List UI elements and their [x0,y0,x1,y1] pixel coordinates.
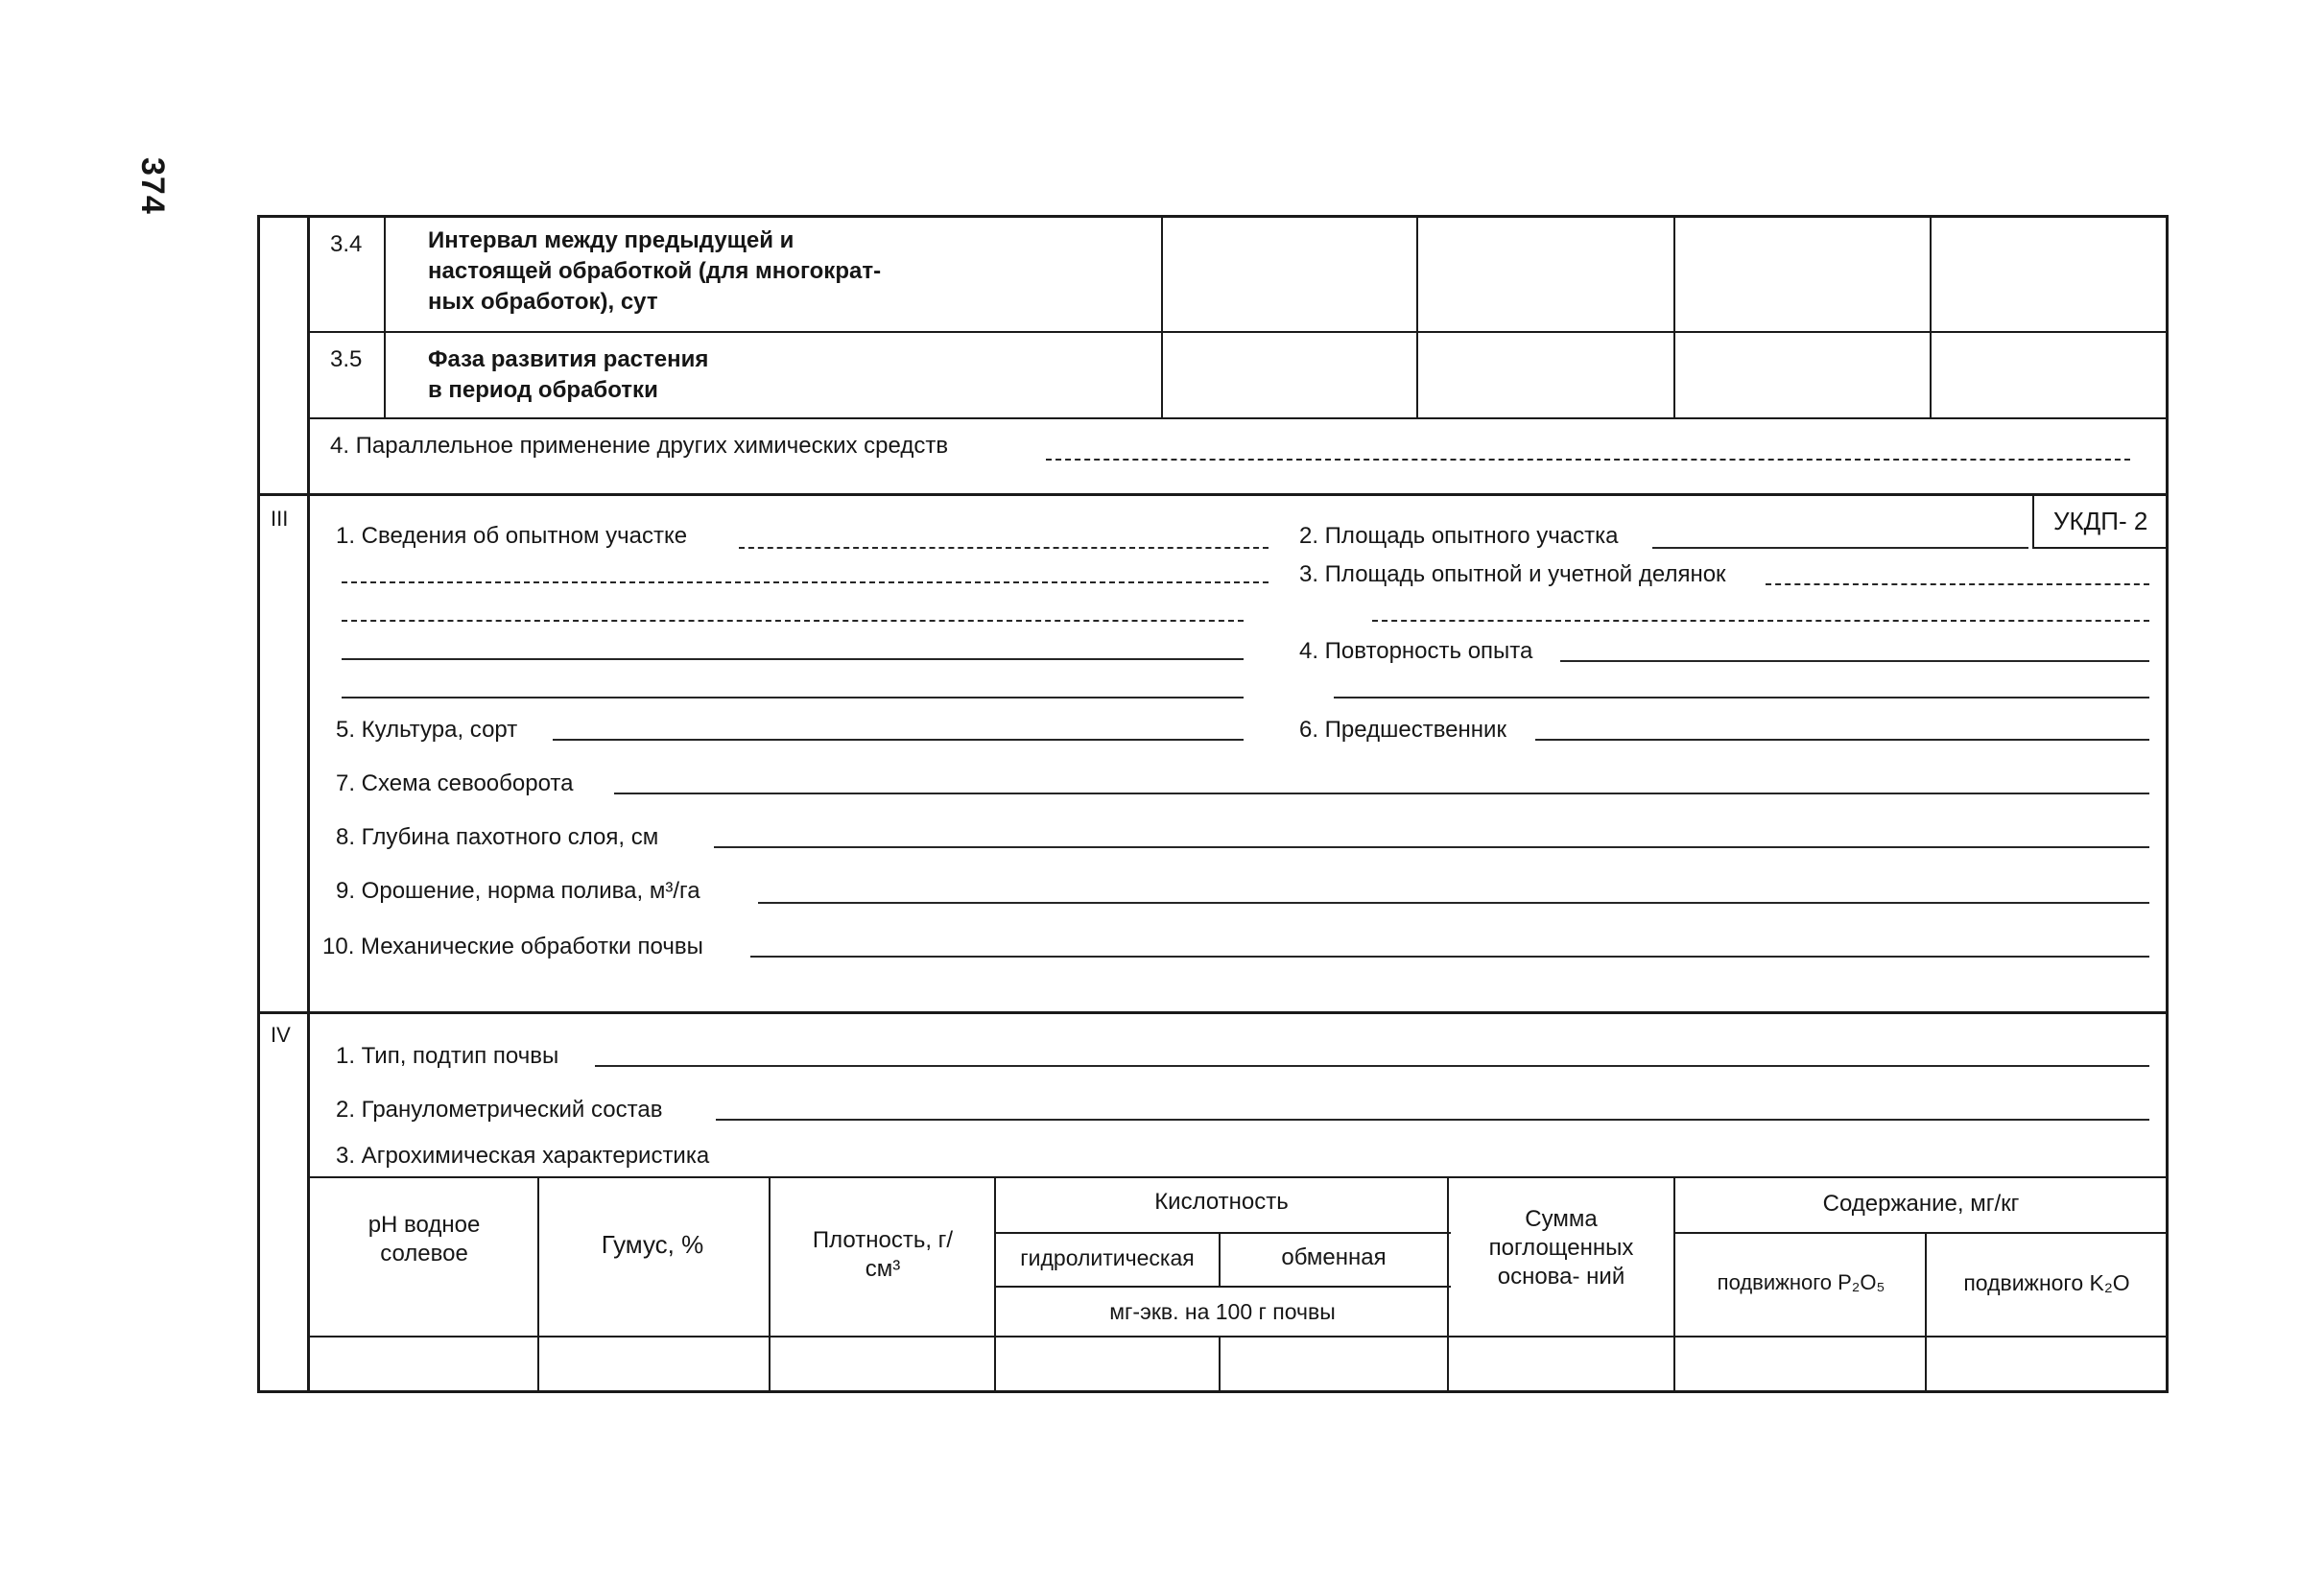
col-divider-4 [1930,217,1932,418]
table-header-bottom [309,1336,2167,1337]
humus-header: Гумус, % [601,1230,704,1259]
granulometric-label: 2. Гранулометрический состав [336,1097,663,1123]
table-subheader-line [995,1232,1451,1234]
field-7-fill [614,793,2149,794]
field-1-line-4 [342,658,1244,660]
field-5-label: 5. Культура, сорт [336,717,518,743]
col-divider-2 [1416,217,1418,418]
frame-top [257,215,2169,218]
field-10-label: 10. Механические обработки почвы [322,934,703,959]
section-divider-vertical [307,215,310,1393]
row-3.4-bottom [309,331,2167,333]
unit-header: мг-экв. на 100 г почвы [1109,1299,1336,1324]
sum-bases-header: Сумма поглощенных основа- ний [1488,1206,1634,1290]
field-2-label: 2. Площадь опытного участка [1299,523,1619,549]
field-1-label: 1. Сведения об опытном участке [336,523,688,549]
field-3-line-2 [1372,620,2149,622]
k2o-header: подвижного K₂O [1963,1270,2130,1295]
field-1-line-2 [342,581,1269,583]
section-IV-separator [257,1011,2169,1014]
field-6-label: 6. Предшественник [1299,717,1506,743]
field-8-fill [714,846,2149,848]
col-divider-3 [1673,217,1675,418]
hydrolytic-header: гидролитическая [1020,1245,1195,1270]
col-divider-1 [1161,217,1163,418]
field-1-line-5 [342,697,1244,698]
table-col-acid-split-data [1219,1336,1221,1391]
form-code: УКДП- 2 [2053,507,2148,535]
item4-fill-line [1046,459,2130,461]
row-3.5-number: 3.5 [330,346,363,372]
table-col-1 [537,1176,539,1391]
soil-type-fill [595,1065,2149,1067]
item4-label: 4. Параллельное применение других химических средств [330,433,949,459]
field-4-fill [1560,660,2149,662]
field-9-fill [758,902,2149,904]
content-header: Содержание, мг/кг [1822,1191,2020,1217]
row-3.5-label-line2: в период обработки [428,377,658,403]
table-col-4 [1447,1176,1449,1391]
granulometric-fill [716,1119,2149,1121]
section-III-numeral: III [271,507,289,531]
field-3-label: 3. Площадь опытной и учетной делянок [1299,561,1726,587]
field-4-line-2 [1334,697,2149,698]
field-3-fill [1766,583,2149,585]
field-4-label: 4. Повторность опыта [1299,638,1533,664]
row-3.5-label-line1: Фаза развития растения [428,346,709,372]
table-col-6 [1925,1232,1927,1391]
frame-bottom [257,1390,2169,1393]
field-5-fill [553,739,1244,741]
ph-header: pH водное солевое [368,1212,481,1266]
table-subheader-line-right [1674,1232,2167,1234]
field-2-fill [1652,547,2028,549]
density-header: Плотность, г/см³ [812,1227,954,1282]
field-1-fill [739,547,1269,549]
field-6-fill [1535,739,2149,741]
table-col-2 [769,1176,771,1391]
col-number-divider [384,217,386,418]
row-3.4-label-line2: настоящей обработкой (для многократ- [428,258,882,284]
row-3.4-number: 3.4 [330,231,363,257]
field-9-label: 9. Орошение, норма полива, м³/га [336,878,700,904]
table-unit-line [995,1286,1451,1288]
row-3.4-label-line3: ных обработок), сут [428,289,658,315]
acidity-header: Кислотность [1154,1189,1289,1215]
field-10-fill [750,956,2149,958]
frame-left [257,215,260,1393]
p2o5-header: подвижного P₂O₅ [1717,1270,1885,1294]
section-III-separator [257,493,2169,496]
row-3.5-bottom [309,417,2167,419]
row-3.4-label-line1: Интервал между предыдущей и [428,227,794,253]
exchange-header: обменная [1281,1244,1387,1270]
field-8-label: 8. Глубина пахотного слоя, см [336,824,659,850]
page-number: 374 [134,157,171,215]
soil-type-label: 1. Тип, подтип почвы [336,1043,559,1069]
agrochem-label: 3. Агрохимическая характеристика [336,1143,710,1169]
field-7-label: 7. Схема севооборота [336,770,574,796]
section-IV-numeral: IV [271,1023,291,1047]
field-1-line-3 [342,620,1244,622]
table-top [309,1176,2167,1178]
